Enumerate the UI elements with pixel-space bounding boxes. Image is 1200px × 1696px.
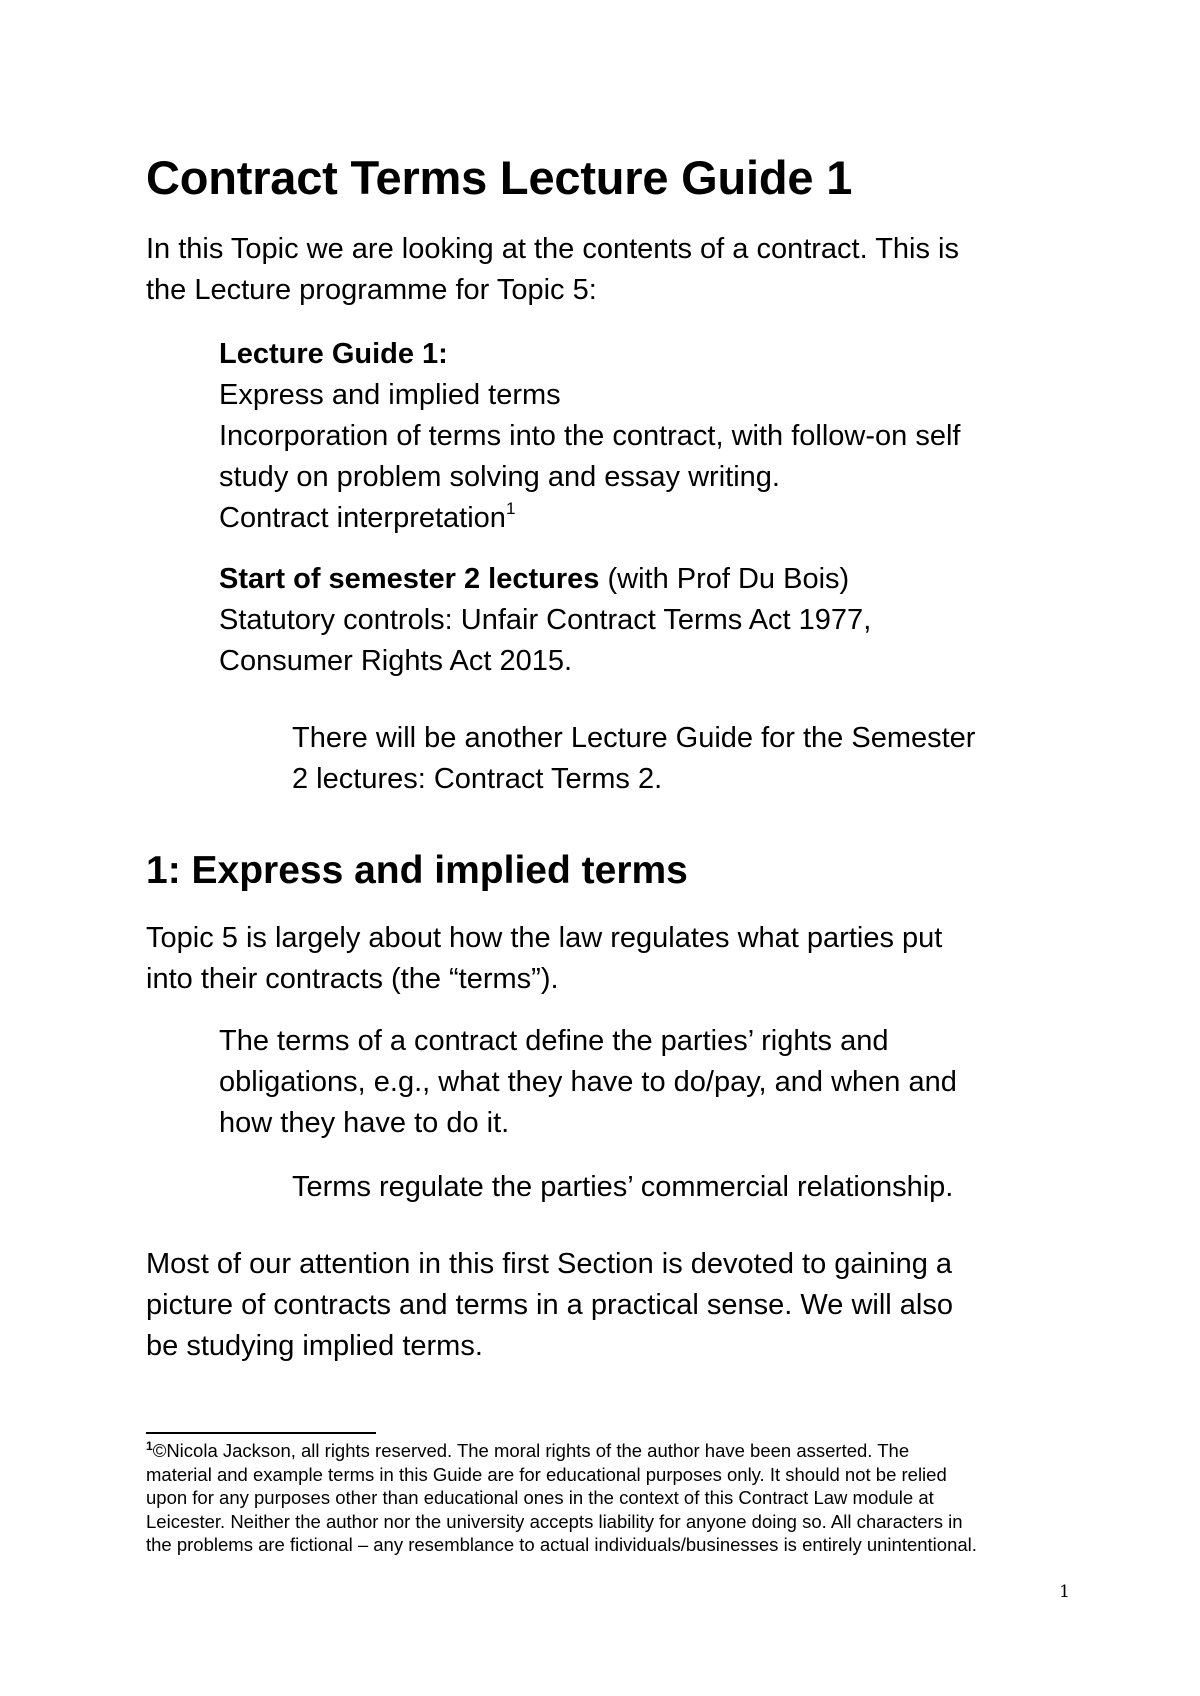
semester-2-block [219, 559, 1079, 682]
footnote-line: ©Nicola Jackson, all rights reserved. The moral rights of the author have been asserted. The [152, 1440, 910, 1461]
topic-5-paragraph [146, 918, 1076, 1000]
footnote-line: upon for any purposes other than educational ones in the context of this Contract Law module at [146, 1487, 934, 1508]
paragraph-line: how they have to do it. [219, 1107, 510, 1139]
intro-line: In this Topic we are looking at the contents of a contract. This is [146, 233, 959, 265]
paragraph-line: Topic 5 is largely about how the law regulates what parties put [146, 922, 943, 954]
page-number: 1 [1059, 1582, 1070, 1602]
lecture-guide-1-block [219, 334, 1079, 539]
intro-line: the Lecture programme for Topic 5: [146, 274, 597, 306]
lecture-item: Contract interpretation [219, 502, 506, 534]
lecture-item: study on problem solving and essay writing. [219, 461, 780, 493]
footnote [146, 1439, 1076, 1557]
lecture-guide-1-heading: Lecture Guide 1: [219, 338, 448, 370]
lecture-item: Incorporation of terms into the contract, with follow-on self [219, 420, 961, 452]
footnote-line: the problems are fictional – any resemblance to actual individuals/businesses is entirely unintentional. [146, 1534, 977, 1555]
footnote-line: material and example terms in this Guide are for educational purposes only. It should not be relied [146, 1463, 947, 1485]
another-guide-line: 2 lectures: Contract Terms 2. [292, 763, 663, 795]
semester-2-heading: Start of semester 2 lectures [219, 563, 600, 595]
terms-define-paragraph [219, 1021, 1079, 1144]
semester-2-heading-suffix: (with Prof Du Bois) [599, 563, 850, 595]
paragraph-line: into their contracts (the “terms”). [146, 963, 559, 995]
most-attention-paragraph [146, 1244, 1076, 1367]
another-guide-line: There will be another Lecture Guide for the Semester [292, 722, 976, 754]
footnote-reference[interactable]: 1 [505, 499, 516, 519]
semester-2-line: Consumer Rights Act 2015. [219, 645, 573, 677]
paragraph-line: The terms of a contract define the parties’ rights and [219, 1025, 889, 1057]
paragraph-line: be studying implied terms. [146, 1330, 483, 1362]
semester-2-line: Statutory controls: Unfair Contract Terms Act 1977, [219, 604, 872, 636]
page-title: Contract Terms Lecture Guide 1 [146, 151, 853, 204]
paragraph-line: Most of our attention in this first Section is devoted to gaining a [146, 1248, 953, 1280]
intro-paragraph [146, 229, 1076, 311]
footnote-separator [146, 1432, 376, 1434]
terms-regulate-paragraph [292, 1167, 1092, 1208]
lecture-item: Express and implied terms [219, 379, 561, 411]
section-1-heading: 1: Express and implied terms [146, 849, 688, 892]
paragraph-line: obligations, e.g., what they have to do/pay, and when and [219, 1066, 957, 1098]
paragraph-line: picture of contracts and terms in a practical sense. We will also [146, 1289, 953, 1321]
another-guide-note [292, 718, 1092, 800]
paragraph-line: Terms regulate the parties’ commercial relationship. [292, 1171, 954, 1203]
footnote-mark: 1 [146, 1438, 153, 1453]
footnote-line: Leicester. Neither the author nor the university accepts liability for anyone doing so. All characters in [146, 1510, 963, 1532]
